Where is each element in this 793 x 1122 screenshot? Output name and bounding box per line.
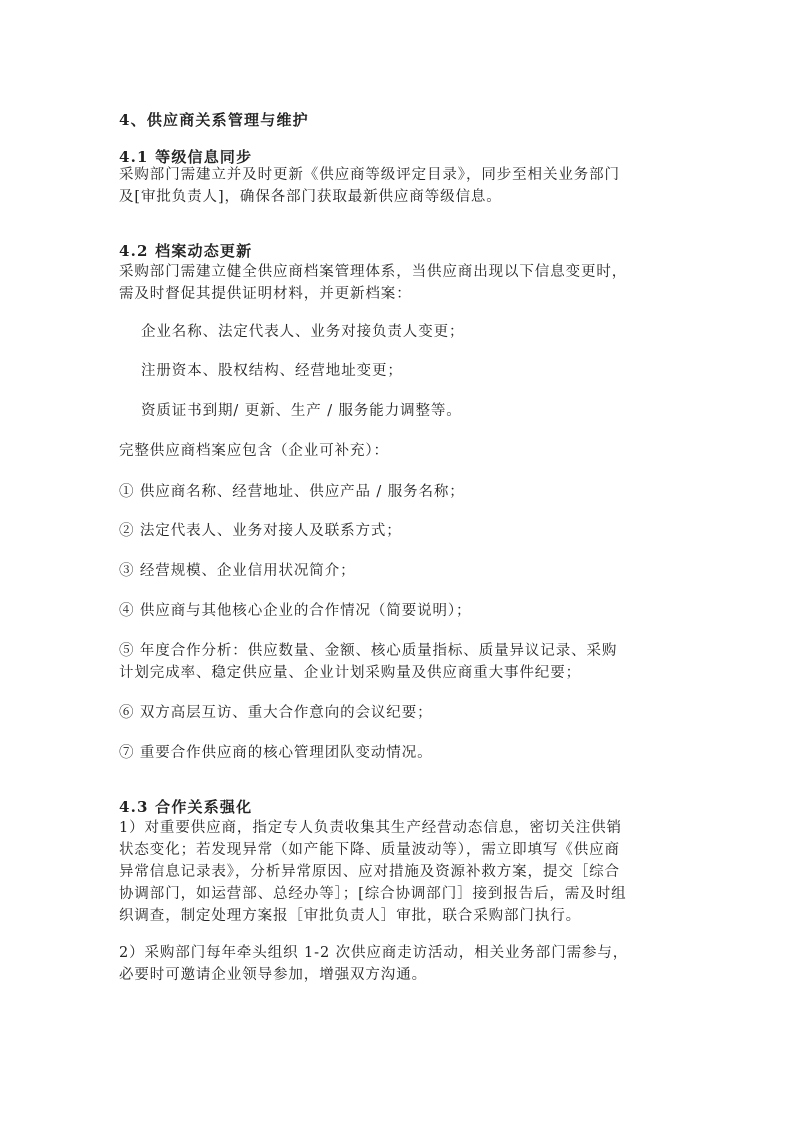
paragraph-line: 及[审批负责人]，确保各部门获取最新供应商等级信息。	[119, 189, 502, 205]
list-item: ⑦ 重要合作供应商的核心管理团队变动情况。	[119, 745, 433, 761]
paragraph-line: 状态变化；若发现异常（如产能下降、质量波动等），需立即填写《供应商	[119, 842, 620, 858]
list-item: ① 供应商名称、经营地址、供应产品 / 服务名称；	[119, 484, 465, 500]
list-item: 注册资本、股权结构、经营地址变更；	[141, 363, 403, 379]
list-item: 企业名称、法定代表人、业务对接负责人变更；	[141, 324, 465, 340]
paragraph-line: 采购部门需建立健全供应商档案管理体系，当供应商出现以下信息变更时，	[119, 264, 628, 280]
paragraph-line: 2）采购部门每年牵头组织 1-2 次供应商走访活动，相关业务部门需参与，	[119, 945, 629, 961]
section-title: 4、供应商关系管理与维护	[119, 111, 309, 129]
list-item: ③ 经营规模、企业信用状况简介；	[119, 563, 356, 579]
paragraph-line: 必要时可邀请企业领导参加，增强双方沟通。	[119, 967, 427, 983]
list-item: ② 法定代表人、业务对接人及联系方式；	[119, 523, 402, 539]
paragraph-line: 1）对重要供应商，指定专人负责收集其生产经营动态信息，密切关注供销	[119, 820, 622, 836]
paragraph-line: 采购部门需建立并及时更新《供应商等级评定目录》，同步至相关业务部门	[119, 167, 620, 183]
list-item: ④ 供应商与其他核心企业的合作情况（简要说明）；	[119, 603, 472, 619]
paragraph-line: 织调查，制定处理方案报［审批负责人］审批，联合采购部门执行。	[119, 908, 581, 924]
list-item: 资质证书到期/ 更新、生产 / 服务能力调整等。	[141, 403, 462, 419]
heading-4-2: 4.2 档案动态更新	[119, 242, 253, 260]
heading-4-3: 4.3 合作关系强化	[119, 798, 253, 816]
list-item: ⑥ 双方高层互访、重大合作意向的会议纪要；	[119, 705, 433, 721]
heading-4-1: 4.1 等级信息同步	[119, 148, 253, 166]
archive-intro: 完整供应商档案应包含（企业可补充）：	[119, 443, 389, 459]
paragraph-line: 需及时督促其提供证明材料，并更新档案：	[119, 286, 412, 302]
list-item: ⑤ 年度合作分析：供应数量、金额、核心质量指标、质量异议记录、采购	[119, 643, 618, 659]
paragraph-line: 协调部门，如运营部、总经办等］；[综合协调部门］接到报告后，需及时组	[119, 886, 627, 902]
list-item: 计划完成率、稳定供应量、企业计划采购量及供应商重大事件纪要；	[119, 665, 581, 681]
paragraph-line: 异常信息记录表》，分析异常原因、应对措施及资源补救方案，提交［综合	[119, 864, 620, 880]
